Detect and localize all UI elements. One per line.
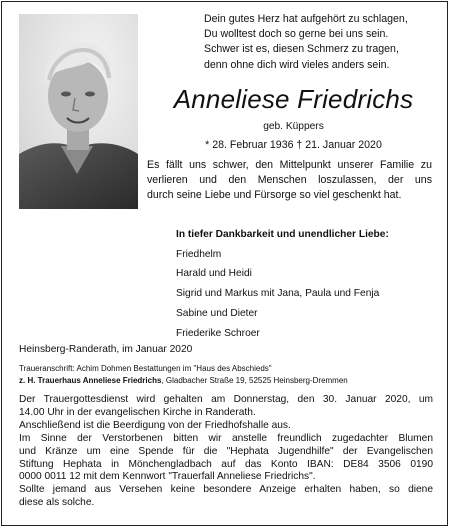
poem-line: denn ohne dich wird vieles anders sein.	[204, 58, 390, 71]
address-recipient: z. H. Trauerhaus Anneliese Friedrichs	[19, 376, 162, 386]
loss-line: verlieren und den Menschen loszulassen, der uns	[147, 173, 432, 186]
service-line: Der Trauergottesdienst wird gehalten am Donnerstag, den 30. Januar 2020, um	[19, 394, 433, 405]
mourner-entry: Harald und Heidi	[176, 268, 252, 280]
loss-statement	[147, 158, 432, 202]
mourner-entry: Sabine und Dieter	[176, 307, 258, 319]
service-information	[19, 394, 433, 510]
mourners-list	[176, 225, 438, 343]
service-line: 14.00 Uhr in der evangelischen Kirche in Randerath.	[19, 406, 256, 418]
deceased-name: Anneliese Friedrichs	[173, 84, 414, 114]
mourner-entry: Friedhelm	[176, 248, 222, 260]
address-line-1: Traueranschrift: Achim Dohmen Bestattungen im "Haus des Abschieds"	[19, 364, 272, 373]
address-line-2	[19, 375, 348, 387]
loss-line: Es fällt uns schwer, den Mittelpunkt unserer Familie zu	[147, 159, 432, 171]
mourner-entry: Sigrid und Markus mit Jana, Paula und Fenja	[176, 288, 380, 300]
place-and-date: Heinsberg-Randerath, im Januar 2020	[19, 344, 193, 355]
service-line: 0000 0011 12 mit dem Kennwort "Trauerfall Anneliese Friedrichs".	[19, 471, 316, 483]
service-line: Im Sinne der Verstorbenen bitten wir anstelle freundlich zugedachter Blumen	[19, 432, 433, 444]
poem-line: Du wolltest doch so gerne bei uns sein.	[204, 28, 389, 41]
address-street: , Gladbacher Straße 19, 52525 Heinsberg-Dremmen	[161, 376, 348, 386]
poem-line: Schwer ist es, diesen Schmerz zu tragen,	[204, 43, 399, 56]
birth-name: geb. Küppers	[263, 121, 324, 132]
service-line: Stiftung Hephata in Mönchengladbach auf das Konto IBAN: DE84 3506 0190	[19, 458, 433, 470]
memorial-poem	[204, 12, 434, 73]
service-line: Sollte jemand aus Versehen keine besondere Anzeige erhalten haben, so diene	[19, 484, 433, 496]
portrait-photo	[19, 14, 138, 209]
service-line: diese als solche.	[19, 497, 95, 509]
service-line: und Kränze um eine Spende für die "Hephata Jugendhilfe" der Evangelischen	[19, 445, 433, 457]
loss-line: durch seine Liebe und Fürsorge so viel geschenkt hat.	[147, 188, 402, 201]
life-dates: * 28. Februar 1936 † 21. Januar 2020	[205, 139, 382, 151]
service-line: Anschließend ist die Beerdigung von der Friedhofshalle aus.	[19, 419, 291, 431]
mourners-heading: In tiefer Dankbarkeit und unendlicher Liebe:	[176, 229, 389, 240]
poem-line: Dein gutes Herz hat aufgehört zu schlagen,	[204, 13, 408, 25]
mourner-entry: Friederike Schroer	[176, 327, 260, 339]
mourning-address	[19, 363, 348, 387]
